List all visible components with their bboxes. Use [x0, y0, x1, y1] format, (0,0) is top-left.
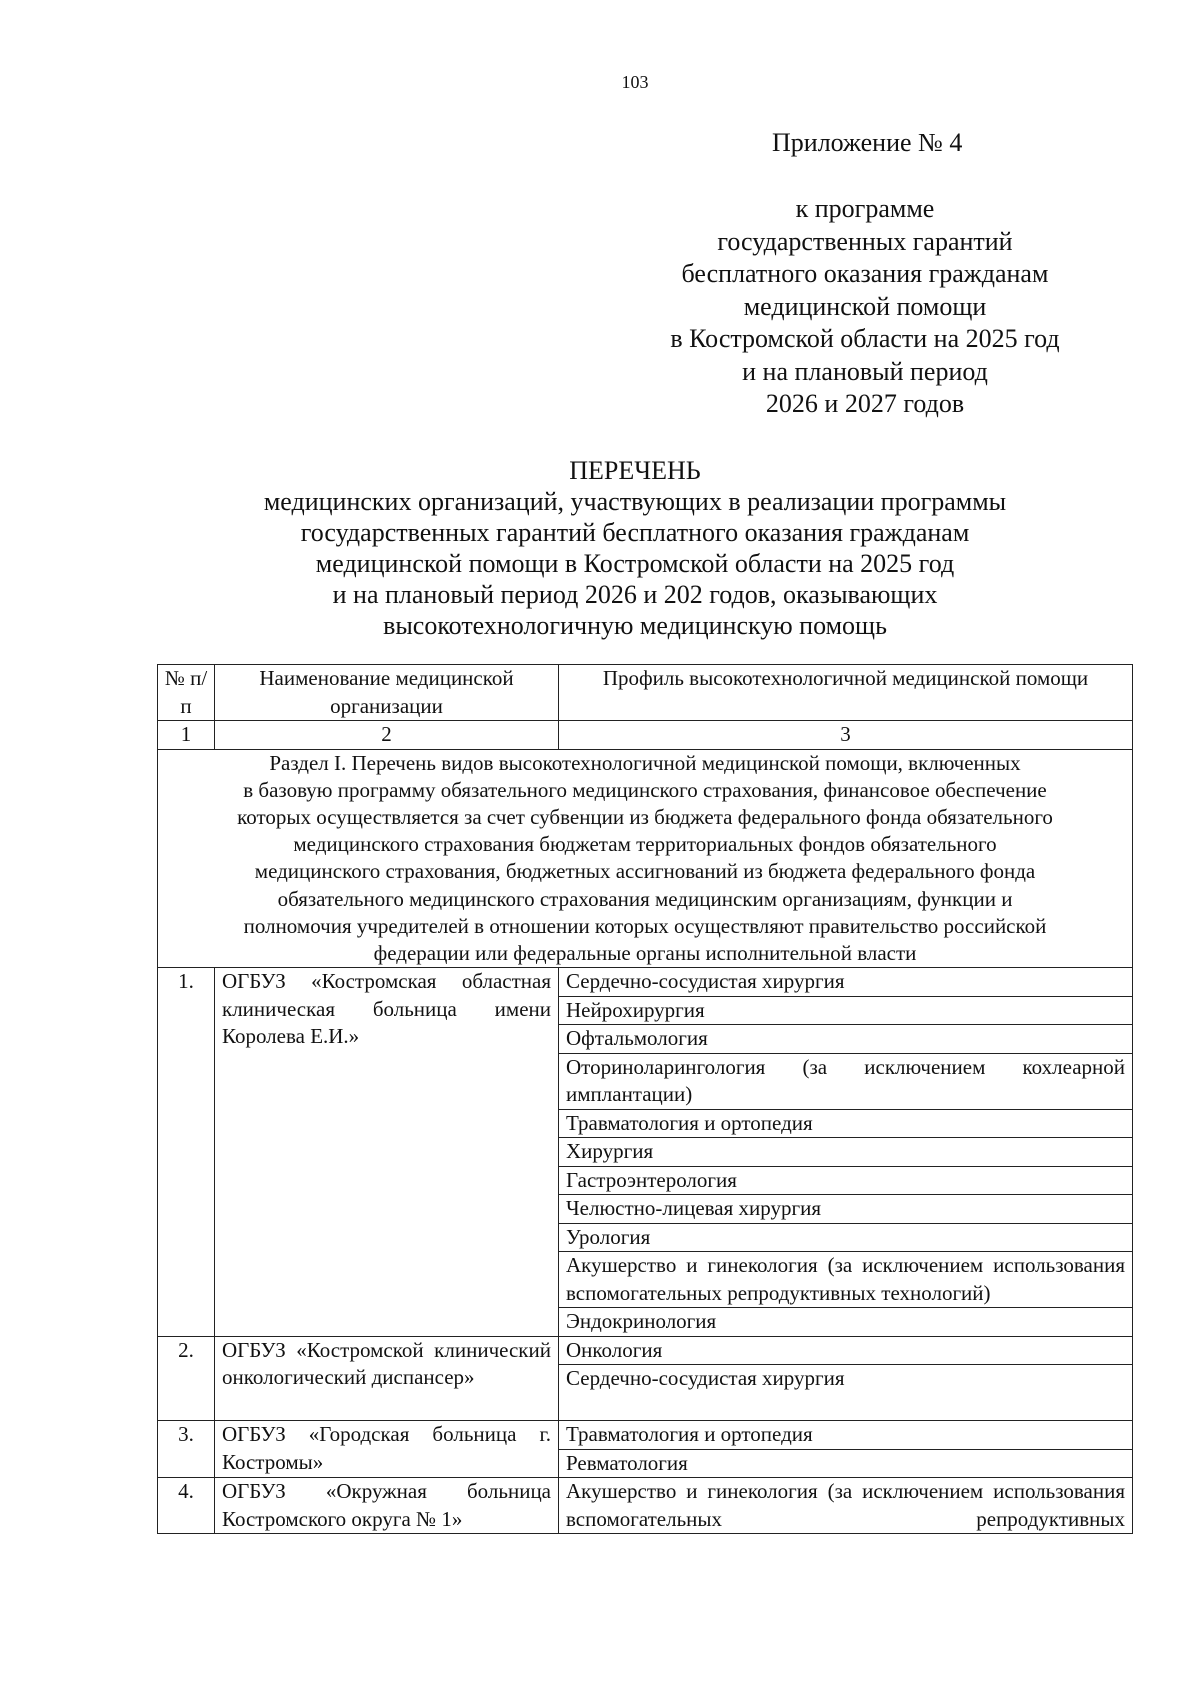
column-number: 2	[215, 721, 559, 750]
appendix-line: государственных гарантий	[717, 226, 1013, 256]
column-number: 3	[559, 721, 1133, 750]
profile-cell: Урология	[559, 1223, 1133, 1252]
organization-name: ОГБУЗ «Окружная больница Костромского округа № 1»	[215, 1478, 559, 1534]
table-column-numbers-row	[158, 721, 1133, 750]
profile-cell: Челюстно-лицевая хирургия	[559, 1195, 1133, 1224]
profile-cell: Травматология и ортопедия	[559, 1421, 1133, 1450]
appendix-title: Приложение № 4	[772, 128, 963, 157]
appendix-line: медицинской помощи	[743, 291, 987, 321]
profile-cell: Акушерство и гинекология (за исключением использования вспомогательных репродуктивных технологий)	[559, 1252, 1133, 1308]
document-heading	[150, 455, 1120, 641]
profile-cell: Травматология и ортопедия	[559, 1109, 1133, 1138]
profile-cell: Сердечно-сосудистая хирургия	[559, 1365, 1133, 1421]
profile-cell: Гастроэнтерология	[559, 1166, 1133, 1195]
section-line: медицинского страхования бюджетам территориальных фондов обязательного	[293, 832, 997, 857]
organization-name: ОГБУЗ «Костромская областная клиническая больница имени Королева Е.И.»	[215, 968, 559, 1337]
document-subtitle-line: высокотехнологичную медицинскую помощь	[383, 611, 887, 640]
section-heading	[158, 749, 1133, 968]
page-number: 103	[621, 72, 649, 92]
table-row	[158, 968, 1133, 997]
profile-cell: Офтальмология	[559, 1025, 1133, 1054]
row-number: 3.	[158, 1421, 215, 1478]
appendix-line: и на плановый период	[742, 356, 988, 386]
profile-cell: Оториноларингология (за исключением кохлеарной имплантации)	[559, 1053, 1133, 1109]
appendix-line: к программе	[795, 194, 935, 223]
table-row	[158, 1336, 1133, 1365]
profile-cell: Сердечно-сосудистая хирургия	[559, 968, 1133, 997]
table-row	[158, 1421, 1133, 1450]
section-line: которых осуществляется за счет субвенции из бюджета федерального фонда обязательного	[237, 804, 1053, 829]
organizations-table	[157, 664, 1133, 1534]
header-organization: Наименование медицинской организации	[215, 665, 559, 721]
column-number: 1	[158, 721, 215, 750]
row-number: 4.	[158, 1478, 215, 1534]
section-row	[158, 749, 1133, 968]
appendix-subtitle	[640, 193, 1090, 421]
profile-cell: Ревматология	[559, 1449, 1133, 1478]
profile-cell: Онкология	[559, 1336, 1133, 1365]
profile-cell: Эндокринология	[559, 1308, 1133, 1337]
document-subtitle-line: и на плановый период 2026 и 202 годов, оказывающих	[332, 580, 938, 609]
appendix-line: бесплатного оказания гражданам	[681, 259, 1049, 288]
table-row	[158, 1478, 1133, 1534]
section-line: Раздел I. Перечень видов высокотехнологичной медицинской помощи, включенных	[269, 750, 1021, 775]
organization-name: ОГБУЗ «Городская больница г. Костромы»	[215, 1421, 559, 1478]
header-profile: Профиль высокотехнологичной медицинской помощи	[559, 665, 1133, 721]
profile-cell: Акушерство и гинекология (за исключением использования вспомогательных репродуктивных	[559, 1478, 1133, 1534]
row-number: 1.	[158, 968, 215, 1337]
appendix-line: 2026 и 2027 годов	[765, 389, 965, 418]
header-number: № п/п	[158, 665, 215, 721]
document-subtitle-line: государственных гарантий бесплатного оказания гражданам	[300, 518, 970, 547]
section-line: медицинского страхования, бюджетных ассигнований из бюджета федерального фонда	[254, 859, 1036, 884]
section-line: в базовую программу обязательного медицинского страхования, финансовое обеспечение	[243, 777, 1047, 802]
row-number: 2.	[158, 1336, 215, 1421]
organization-name: ОГБУЗ «Костромской клинический онкологический диспансер»	[215, 1336, 559, 1421]
document-title: ПЕРЕЧЕНЬ	[569, 456, 701, 485]
section-line: федерации или федеральные органы исполнительной власти	[373, 940, 917, 965]
table-header-row	[158, 665, 1133, 721]
section-line: полномочия учредителей в отношении которых осуществляют правительство российской	[243, 913, 1047, 938]
profile-cell: Хирургия	[559, 1138, 1133, 1167]
appendix-line: в Костромской области на 2025 год	[670, 324, 1060, 353]
document-subtitle-line: медицинских организаций, участвующих в реализации программы	[263, 487, 1007, 516]
section-line: обязательного медицинского страхования медицинским организациям, функции и	[277, 886, 1013, 911]
document-subtitle-line: медицинской помощи в Костромской области на 2025 год	[315, 549, 955, 578]
profile-cell: Нейрохирургия	[559, 996, 1133, 1025]
